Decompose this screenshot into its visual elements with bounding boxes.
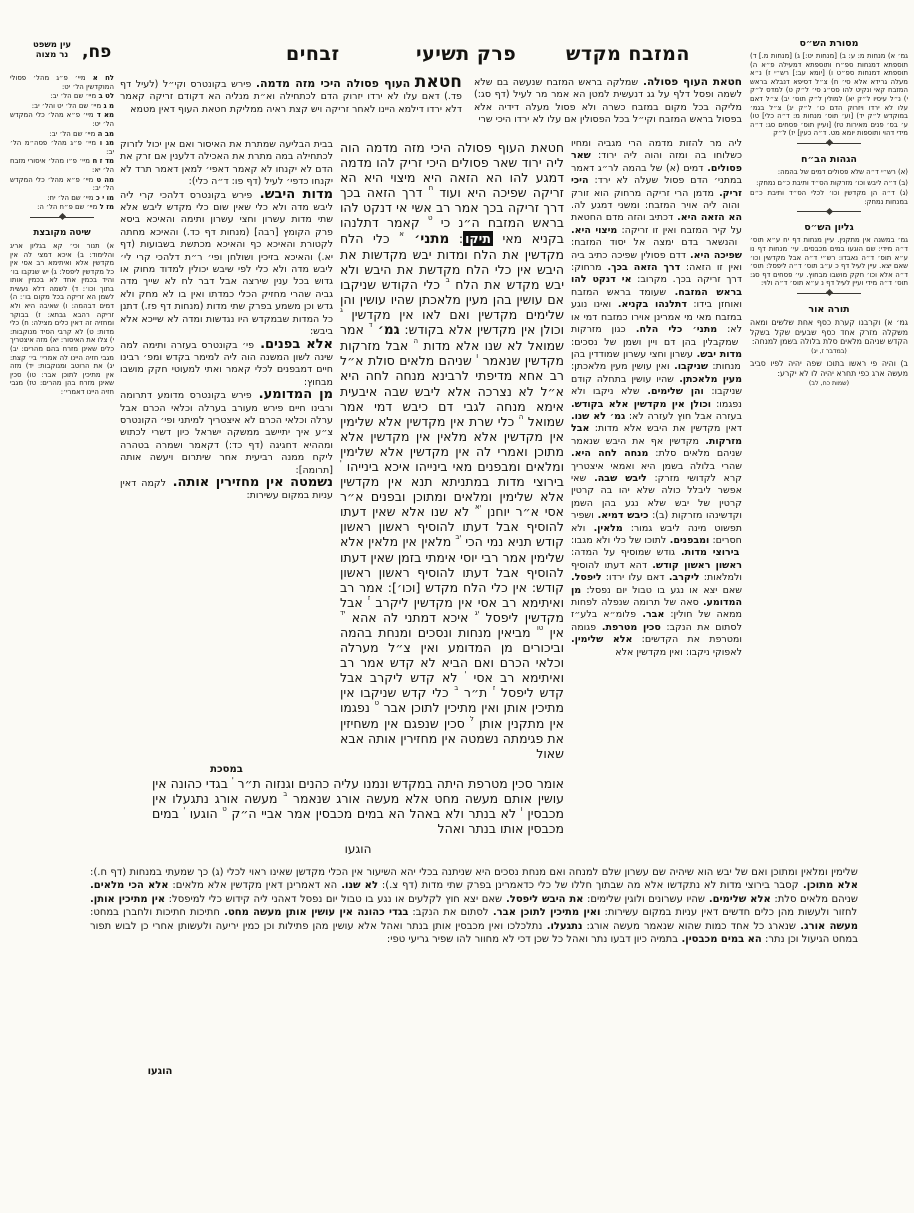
gemara-segment: אמר שמואל לא שנו אלא מדות	[340, 322, 564, 354]
rashi-section	[387, 934, 762, 945]
tosafot-section-text: פי׳ בקונטרס בעזרה ותימה למה שינה לשון המשנה הוה ליה למימר בקדש ומפ׳ רבינו חיים דמבפנים לכלי קאמר ואתי למעוטי חקק מושבו מבחוץ:	[120, 339, 333, 388]
ein-mishpat-entry-number: מד ז ח	[92, 157, 114, 166]
ein-mishpat-header-line1: עין משפט	[32, 40, 71, 50]
rashi-section-text: דמים (א) של בהמה לר״ג דאמר במתני׳ הדם פסול שעלה לא ירד:	[571, 162, 742, 187]
rashi-section	[571, 138, 742, 161]
ein-mishpat-entry-text: מיי׳ שם פ״ח הל׳ ה:	[37, 203, 98, 212]
hagahot-habach-note: (ב) ד״ה ליבש וכו׳ מזרקות הס״ד ותיבת כ״ם נמחק:	[756, 178, 908, 187]
rashi-section-dibur: הא במים מכבסין.	[681, 934, 762, 946]
gemara-segment: מתני׳	[403, 230, 450, 247]
ein-mishpat-entry	[10, 203, 114, 212]
ein-mishpat-entry-number: מא ד	[96, 111, 115, 120]
rashi-section	[583, 894, 770, 905]
rashi-section	[571, 547, 739, 558]
rashi-catchword: הוגעו	[147, 1066, 173, 1077]
rashi-section-dibur: אלא מתוכן.	[802, 880, 858, 892]
gemara-column	[340, 140, 564, 774]
gemara-segment: י	[340, 457, 342, 466]
rashi-section-dibur: בירוצי מדות.	[681, 547, 740, 559]
ein-mishpat-entries	[10, 74, 114, 212]
rashi-section-text: ושפיר תפשוט מינה ליבש גמור:	[571, 510, 742, 534]
gemara-segment: ט	[374, 699, 380, 708]
chapter-title: המזבח מקדש	[566, 43, 690, 65]
gemara-segment: לא שנו אלא שאין דעתו להוסיף אבל דעתו להוסיף ראשון ראשון קודש תניא נמי הכי	[340, 504, 564, 550]
tosafot-section-dibur: מדות היבש.	[259, 186, 333, 202]
gemara-segment: ח	[428, 184, 434, 193]
rashi-opening	[474, 76, 742, 137]
rashi-section-dibur: את היבש ליפסל.	[505, 893, 584, 905]
gemara-segment: ג	[340, 306, 343, 315]
ein-mishpat-entry-number: לט ב	[98, 92, 114, 101]
divider-ornament	[797, 211, 861, 218]
gemara-segment: ט	[222, 805, 227, 814]
tosafot-opening	[120, 76, 462, 137]
rashi-section-dibur: אבל מזרקות.	[571, 423, 742, 447]
tosafot-opening-word: חטאת	[414, 76, 462, 92]
tosafot-section	[120, 474, 333, 503]
rashi-section-text: דהא דעתו להוסיף ולמלאות:	[571, 559, 742, 584]
ein-mishpat-entry-number: מב ה	[97, 129, 114, 138]
rashi-section-text: שאי אפשר ליבלל כולה שלא יהו בה קרטין קרטין של יבש שלא נגע בהן השמן וקדשינהו מזרקות (ב):	[571, 472, 742, 522]
rashi-section-dibur: מנחה לחה היא.	[571, 448, 649, 460]
rashi-section-text: בעזרה אבל חוץ לעזרה לא:	[628, 410, 742, 422]
rashi-section	[90, 907, 408, 918]
rashi-section-text: שהיו עשרונים ולוגין שלימים:	[587, 893, 705, 905]
torah-or-verse-text: ב) והיה פי ראשו בתוכו שפה יהיה לפיו סביב מעשה ארג כפי תחרא יהיה לו לא יקרע:	[750, 359, 908, 379]
rashi-section-dibur: גמ׳ לא שנו.	[571, 410, 626, 422]
gemara-segment: ב	[283, 790, 288, 799]
torah-or-verse	[750, 359, 908, 387]
rashi-section-text: מקדשין אף את היבש שנאמר שניהם מלאים סלת:	[571, 435, 742, 460]
tosafot-section	[120, 389, 333, 477]
rashi-section-dibur: היכי זריק.	[571, 175, 742, 199]
rashi-section-text: פגומה ומטרפת את הקדשים:	[571, 621, 742, 646]
perek-title: פרק תשיעי	[416, 43, 517, 65]
tosafot-section-dibur: אלא בפנים.	[260, 336, 333, 352]
ein-mishpat-entry-number: מה ט	[96, 175, 114, 184]
rashi-section-dibur: כיבש דמיא.	[597, 510, 649, 522]
hagahot-habach-title: הגהות הב״ח	[801, 153, 857, 165]
rashi-section-dibur: ואין מתיכין לתוכן אבר.	[492, 907, 601, 919]
gemara-segment: שניהם מלאים סולת א״ל רב אחא מדיפתי לרבינא מנחה לחה היא א״ל לא נצרכה אלא ליבש שבה איבעית אימא מנחה לגבי דם כיבש דמי אמר שמואל	[340, 353, 564, 429]
tosafot-section-dibur: מן המדומע.	[258, 387, 333, 403]
gemara-segment: גמ׳	[372, 322, 400, 339]
ein-mishpat-entry-number: מו י כ	[95, 193, 114, 202]
rashi-section-text: שנארג כל אחד כמות שהוא שנאמר מעשה אורג:	[586, 920, 796, 932]
rashi-section-dibur: מדות יבש.	[696, 348, 742, 360]
gemara-segment: ב	[445, 275, 450, 284]
shitah-mekubetzet-text: א) תנור וכי׳ קא בגליון אריג והלימוד: ב) איכא דמצי לה אין מקדשין אלא ואיתימא רב אסי אין כל מקדשין ליפסל: ג) יש שנקבו בו׳ והיד בכמין אחד לא בכמין אותו בתוך וכו׳: ד) לשמה דלא נעשית לשמן הא זריקה בכל מקום בו׳: ה) דמים דבהמה: ו) שאיבה היא ולא זריקה רהבא גבתא: ז) בבוקר ומחזיה זה דאין כלים מצילה: ח) כלי מדות: ט) לא קרבי הסיד מנוקבות: י) צלו את האיסור: יא) מזה איצטריך כלים שאינן מזרח בהם מהרים: יב) מגבי חזיה היינו לה אמרי׳ בי׳ קצת: יג) את הרוטב ומנוקבות: יד) מזה אין מתיכין לתוכן אבר: טו) סכין שאינן מזרח בהן מהרים: טז) מגבי חזיה היינו דאמרי׳:	[10, 241, 114, 396]
ein-mishpat-header	[24, 40, 80, 60]
gemara-segment: קאמר דתלנהו בקניא מאי	[340, 215, 564, 246]
rashi-opening-text: שמלקה בראש המזבח שנעשה בם שלא לשמה ופסל דלף על גג דנעשית למטן הא אמר מר לעיל (דף סג:) מליקה בכל מקום במזבח כשרה ולא פסול מעלה דידיה אלא בפסול בראש המזבח וקי״ל בכל הפסולין אם עלו לא ירדו היכי שרי	[474, 77, 742, 126]
gemara-segment: מלאין אין מלאין אלא שלימין אמר רבי יוסי אימתי בזמן שאין דעתו להוסיף אבל דעתו להוסיף ראשון ראשון קודש: אין כלי הלח מקדש [וכו׳]: אמר רב ואיתימא רב אסי אין מקדשין ליקרב	[340, 534, 564, 610]
ein-mishpat-entry-text: מיי׳ שם הל׳ יח:	[47, 193, 94, 202]
hagahot-habach-note: (א) רש״י ד״ה שלא פסולים דמים של בהמה:	[777, 167, 908, 176]
torah-or-verse	[750, 318, 908, 355]
gemara-catchword: הוגעו	[344, 842, 372, 856]
rashi-section-text: חתיכות חתיכות ולחברן במחט:	[90, 907, 220, 919]
rashi-section-text: והנשאר בדם ימצה אל יסוד המזבח:	[571, 237, 738, 249]
divider-ornament	[797, 293, 861, 300]
rashi-section-text: לחזור ולעשות מהן כלים חדשים דאין עניות במקום עשירות:	[604, 907, 858, 919]
rashi-section	[165, 894, 583, 905]
rashi-section-dibur: ומבפנים.	[669, 535, 710, 546]
gemara-segment: ז	[492, 684, 496, 693]
gemara-segment: ו	[476, 352, 479, 361]
rashi-section-text: דדם פסולין שפיכה כתיב ביה ואין זו הזאה:	[571, 249, 742, 274]
gemara-segment: אומר סכין מטרפת היתה במקדש ונמנו עליה כהנים וגנזוה ת״ר	[233, 776, 564, 791]
ein-mishpat-entry-number: מז ל	[99, 203, 114, 212]
gemara-segment: בגדי כהונה אין עושין אותם מעשה מחט אלא מעשה אורג שנאמר	[152, 776, 564, 807]
tosafot-section-text: לקמה דאין עניות במקום עשירות:	[120, 477, 333, 502]
rashi-section-dibur: שפיכה היא.	[690, 249, 742, 261]
masoret-hashas-title: מסורת הש״ס	[799, 38, 859, 49]
gemara-segment: יב	[455, 533, 462, 542]
rashi-section-dibur: ראשון ראשון קודש.	[652, 559, 742, 571]
gemara-segment: ז	[367, 593, 371, 602]
rashi-section-dibur: והן שלימים.	[647, 386, 704, 398]
gemara-segment: לא בנתר ולא באהל הא במים מכבסין אמר אביי ה״ק	[226, 806, 521, 822]
gemara-segment: כלי שרת אין מקדשין אלא שלימין אין מקדשין אלא מלאין אין מקדשין אלא מתוכן ואמרי לה אין מקדשין אלא שלימין ומלאים ומבפנים מאי בינייהו איכא בינייהו	[340, 413, 564, 474]
tosafot-section-text: פירש בקונטרס מדומע דתרומה ורבינו חיים פירש מעורב בערלה וכלאי הכרם אבל ערלה וכלאי הכרם לא איצטריך למיתני ופי׳ הקונטרס צ״ע איך יתיישב ממשקה ישראל כיון דשרי לכתוש ומההיא דחגיגה (דף כד:) דקאמר ושמרה בטהרה ליקח ממנה רביעית אחר שיתרום ויעשה אותה [תרומה]:	[120, 390, 333, 476]
rashi-section-text: שהיו עושין בתחלה קודם שניקבו:	[571, 373, 742, 398]
rashi-section-text: דאם עלו ירדו:	[605, 572, 665, 584]
ein-mishpat-entry-text: מיי׳ פ״א מהל׳ כלי המקדש הל׳ יט:	[10, 111, 114, 128]
rashi-section-dibur: מתני׳ כלי הלח.	[635, 324, 718, 336]
rashi-section-text: הא דאמרינן דאין מקדשין אלא מלאים:	[172, 880, 338, 892]
gemara-segment: וכולן אין מקדשין אלא בקודש:	[399, 322, 564, 338]
gemara-segment: ת״ר	[458, 685, 493, 701]
rashi-section	[378, 880, 858, 891]
rashi-section	[571, 361, 708, 372]
tosafot-section	[120, 138, 333, 189]
shitah-mekubetzet-title: שיטה מקובצת	[33, 227, 91, 238]
ein-mishpat-entry	[10, 111, 114, 128]
gemara-segment: יא	[474, 503, 482, 512]
tosafot-column	[120, 138, 333, 760]
rashi-section-dibur: שאר פסולים.	[571, 150, 742, 174]
rashi-section-text: שלימין ומלאין ומתוכן ואם של יבש הוא שיהיה שם עשרון שלם למנחה ואם מנחת נסכים היא שניתנה בכלי יהא השיעור אין הכלי מקדשן שאינו ראוי לכלי (ג) כך שמעתי במנחות (דף ח.):	[90, 867, 858, 878]
tosafot-opening-text: פירש בקונטרס וקי״ל (לעיל דף פד.) דאם עלו לא ירדו יזרוק הדם לכתחילה וא״ת מנליה הא דקודם זריקה קאמר דלא ירדו דילמא היינו לאחר זריקה ויש קצת ראיה ממליקת חטאת העוף דאין מטמא	[120, 79, 462, 115]
ein-mishpat-entry	[10, 74, 114, 91]
rashi-section-dibur: הא הזאה היא.	[677, 212, 742, 224]
gemara-segment: לא קדש ליקרב אבל קדש ליפסל	[340, 670, 564, 701]
hagahot-habach-note: (ג) ד״ה הן מקדשין וכו׳ לכלי הס״ד ותיבת כ״ם במנחות נמחק:	[750, 189, 908, 206]
gilyon-hashas-text: גמ׳ במשנה אין מתקנין. עיין מנחות דף יח ע״א תוס׳ ד״ה מידי: שם הוגעו במים מכבסים. עי׳ מנחות דף נו ע״א תוס׳ ד״ה נאבדו: רש״י ד״ה אבל מקדשין וכו׳ שאם יצא. עיין לעיל דף כ ע״ב תוס׳ ד״ה ליפסל: תוס׳ ד״ה אלא וכו׳ חקק מושבו מבחוץ. עי׳ פסחים דף סג: תוס׳ ד״ה מידי ועיין לעיל דף נ ע״א תוס׳ ד״ה ולוי:	[750, 236, 908, 288]
rashi-section-dibur: אבר.	[642, 609, 665, 621]
ein-mishpat-entry-number: מג ו	[99, 139, 114, 148]
tosafot-catchword: במסכת	[210, 764, 243, 775]
rashi-section-text: שעומד בראש המזבח ואוחזן בידו:	[571, 286, 742, 311]
rashi-section-text: בתמיה כיון דבעו נתר ואהל כל שכן דכי לא מחוור להו שפיר גריעי טפי:	[386, 934, 678, 946]
divider-ornament	[30, 217, 94, 224]
gemara-segment: דרך הזאה בכך דרך זריקה בכך אמר רב אשי אי דנקט להו בראש המזבח ה״נ כי	[340, 185, 564, 231]
ein-mishpat-entry	[10, 157, 114, 174]
gemara-segment: הוגעו	[185, 806, 223, 822]
rashi-section-dibur: מן המדומע.	[571, 584, 742, 609]
rashi-section-text: ליה מר להזות מדמה הרי מגביה ומחיו כשלוחו בה ומזה והוה ליה ירוד:	[571, 138, 742, 162]
ein-mishpat-entry	[10, 194, 114, 203]
rashi-section-text: ואין עושין מעין מלאכתן:	[571, 361, 670, 373]
rashi-section-text: גודש שמוסיף על המדה:	[571, 547, 676, 559]
gilyon-hashas-title: גליון הש״ס	[804, 222, 854, 234]
gemara-wide-block	[152, 776, 564, 838]
rashi-section-dibur: נתגעלו.	[546, 920, 583, 932]
tosafot-section-dibur: נשמטה אין מחזירין אותה.	[172, 474, 333, 490]
rashi-section	[571, 324, 738, 347]
rashi-section-text: דכתיב והזה מדם החטאת על קיר המזבח ואין זו זריקה:	[571, 212, 742, 236]
rashi-section-text: דאין מקדשין את היבש אלא מדות:	[594, 423, 742, 435]
rashi-section	[90, 867, 858, 878]
ein-mishpat-entry-number: מ ג	[103, 101, 114, 110]
ein-mishpat-entry-text: מיי׳ פ״ו מהל׳ איסורי מזבח הל׳ יא:	[10, 157, 114, 174]
gemara-segment: מביאין מנחות ונסכים ומנחת בהמה וביכורים מן המדומע ואין צ״ל מערלה וכלאי הכרם ואם הביא לא קדש אמר רב ואיתימא רב אסי	[340, 625, 564, 686]
tosafot-section	[120, 186, 333, 339]
rashi-section-dibur: אלא שלימים.	[708, 893, 771, 905]
gemara-segment: י	[231, 776, 234, 783]
gemara-segment: ל	[469, 714, 474, 723]
gemara-segment: במים מכבסין אותו בנתר ואהל	[152, 806, 564, 837]
tosafot-section-text: פירש בקונטרס דלהכי קרי ליה ליבש מדה ולא כלי שאין שום כלי מקדש ליבש אלא שתי מדות עשרון וחצי עשרון ותימה והאיכא ביסא פרק הקומץ [רבה] (מנחות דף כד.) והאיכא מחתה לקטורת והאיכא כף והאיכא מכתשת בשבועות (דף יא.) והאיכא בזיכין ושולחן ופי׳ ר״ת דלהכי קרי לי׳ ליבש מדה ולא כלי לפי שיבש יכולין למדוד מחוק או גדוש בכל ענין שירצה אבל דבר לח לא שייך מדה גביה שהרי מחזיק הכלי כמדתו ואין בו לא מחק ולא גדש וכן משמע בפרק שתי מדות (מנחות דף פז.) דתנן כל המדות שבמקדש היו נגדשות ומדה לא שייכא אלא ביבש:	[120, 189, 333, 338]
rashi-section-dibur: דרך הזאה בכך.	[607, 262, 681, 274]
ein-mishpat-entry	[10, 139, 114, 156]
rashi-section-dibur: לא שנו.	[341, 880, 379, 892]
rashi-section-dibur: ליפסל.	[571, 572, 602, 584]
gemara-segment: חטאת העוף פסולה היכי מזה מדמה הוה ליה ירוד שאר פסולים היכי זריק להו מדמה דמגע להו הא הזאה היא מיצוי היא הא זריקה שפיכה היא ועוד	[340, 140, 564, 201]
rashi-section-dibur: מעין מלאכתן.	[679, 373, 742, 385]
torah-or-verse-source: (במדבר ז, יג)	[811, 348, 847, 356]
rashi-section	[408, 907, 600, 918]
gemara-segment: תיקו	[465, 230, 491, 246]
gemara-segment: י	[464, 669, 467, 678]
rashi-section-dibur: סכין מטרפת.	[601, 621, 661, 633]
rashi-section-text: שלא ניקבו ולא נפגמו:	[571, 386, 742, 410]
rashi-section-dibur: מעשה אורג.	[800, 920, 858, 932]
masoret-hashas-refs: גמ׳ א) מנחות מ: ע: ב) [מנחות יט:] ג) [מנחות מ.] ד) תוספתא דמנחות ספ״ח ותוספתא דמעילה פ״א ה) תוספתא דמנחות ספ״ט ו) [יומא עב:] רש״י ז) נ״א מעלה גרידא אלא סי׳ ח) צ״ל דסיפא דנבלא בראש המזבח קאי ונקיט להו סס״ג סי׳ ל״ק ט) למדס ל״ק י) נ״ל עיסיו ל״ק יא) למולין ל״ק תוס׳ יב) צ״ל דאם עלו לא ירדו ויזרוק הדם כו׳ ל״ק יג) צ״ל בגמ׳ במוקדש ל״ק יד) [וע׳ תוס׳ מנחות מ: ד״ה כלי] טו) ע׳ בס׳ פנים מאירות טז) [ועיין תוס׳ פסחים סג: ד״ה מידי דהוי ותוספות יומא מט. ד״ה כעין] יז) ל״ק	[750, 52, 908, 138]
hagahot-habach-notes	[750, 168, 908, 206]
rashi-section-text: ואינו נוגע במזבח מאי מי אמרינן אוירו כמזבח דמי או לא:	[571, 299, 742, 336]
tosafot-opening-dibur: העוף פסולה היכי מזה מדמה.	[255, 77, 411, 90]
ein-mishpat-entry-text: מיי׳ פ״ג מהל׳ פסולי המוקדשין הל׳ יט:	[10, 74, 114, 91]
gemara-segment: ו	[520, 805, 523, 814]
rashi-section-text: סאה של תרומה שנפלה לפחות ממאה של חולין:	[571, 597, 742, 621]
rashi-section-text: עשרון וחצי עשרון שמודדין בהן מנחות:	[571, 348, 741, 373]
rashi-section-text: מדמן הרי זריקה מרחוק הוא זורק והוה ליה אויר המזבח: ומשני דמגע לה.	[571, 187, 740, 212]
rashi-section-dibur: דתלנהו בקניא.	[617, 299, 687, 311]
gemara-segment: אבל מזרקות מקדשין שנאמר	[340, 338, 564, 369]
gemara-segment: ב	[454, 684, 459, 693]
gemara-segment: ד	[368, 321, 373, 330]
rashi-section-text: פלומ״א בלע״ז לסתום את הנקב:	[571, 609, 742, 633]
rashi-opening-dibur: חטאת העוף פסולה.	[642, 76, 742, 88]
rashi-section-text: כגון מזרקות שמקבלין בהן דם ויין ושמן של נסכים:	[571, 324, 739, 348]
gemara-segment: סכין שנפגם אין משחיזין את פגימתה נשמטה אין מחזירין אותה אבא שאול	[340, 715, 564, 761]
rashi-section-text: מרחוק: דרך זריקה בכך. מקרוב:	[571, 262, 742, 286]
masechet-title: זבחים	[286, 43, 340, 65]
rashi-section-dibur: וכולן אין מקדשין אלא בקודש.	[571, 398, 712, 410]
gemara-segment: כלי הלח מקדשין את הלח ומדות יבש מקדשות את היבש אין כלי הלח מקדשת את היבש ולא יבש מקדש את הלח	[340, 230, 564, 292]
gemara-segment: כלי הקודש שניקבו אם עושין בהן מעין מלאכתן שהיו עושין והן שלימים מקדשין ואם לאו אין מקדשין	[340, 276, 564, 323]
rashi-section-text: לסתום את הנקב:	[412, 907, 489, 919]
ein-mishpat-entry-text: מיי׳ שם הל׳ יב:	[50, 92, 97, 101]
gemara-segment: כלי קדש שניקבו אין מתיכין אותן ואין מתיכין לתוכן אבר	[340, 685, 564, 716]
gemara-segment: אין	[543, 625, 564, 640]
gemara-segment: :	[449, 230, 464, 246]
rashi-section-dibur: אי דנקט להו בראש המזבח.	[571, 274, 742, 298]
left-margin-column	[10, 74, 114, 397]
gemara-segment: ה	[518, 412, 524, 421]
ein-mishpat-entry	[10, 130, 114, 139]
gemara-segment: יד	[340, 608, 346, 617]
rashi-section-dibur: אלא הכי מלאים.	[90, 880, 169, 892]
gemara-segment: נפגמו אין מתקנין אותן	[340, 700, 564, 731]
gemara-segment: י	[183, 805, 186, 814]
gemara-segment: מעשה אורג נתגעלו אין מכבסין	[152, 791, 564, 822]
gemara-segment: אבל מקדשין ליפסל	[340, 594, 564, 625]
rashi-section-dibur: מיצוי היא.	[571, 224, 618, 236]
rashi-section-dibur: אין מתיכין אותן.	[90, 893, 166, 905]
gemara-segment: ה	[413, 337, 419, 346]
ein-mishpat-entry	[10, 102, 114, 111]
rashi-section-text: לתוכו של כלי ולא מגבו:	[571, 535, 667, 546]
rashi-section	[571, 535, 709, 546]
ein-mishpat-entry-text: מיי׳ שם הל׳ יט והל׳ יב:	[31, 101, 102, 110]
ein-mishpat-entry	[10, 176, 114, 193]
tosafot-section-text: בבית הבליעה שמתרת את האיסור ואם אין יכול לזרוק לכתחילה במה מתרת את האכילה דלענין אם זרק את הדם לא יקנחו לא קאמר דאפי׳ למאן דאמר תרד לא יקנחו כדפי׳ לעיל (דף פו: ד״ה כלי):	[120, 139, 333, 188]
torah-or-title: תורה אור	[808, 303, 850, 315]
ein-mishpat-entry-text: מיי׳ שם הל׳ יב:	[49, 129, 96, 138]
gemara-segment: ט	[427, 214, 433, 223]
ein-mishpat-entry	[10, 92, 114, 101]
rashi-section-dibur: מלאין.	[593, 522, 623, 534]
ein-mishpat-entry-text: מיי׳ פ״א מהל׳ כלי המקדש הל׳ יב:	[10, 175, 114, 193]
rashi-section-dibur: בגדי כהונה אין עושין אותן מעשה מחט.	[224, 907, 409, 919]
rashi-section-dibur: ליקרב.	[668, 572, 700, 584]
tosafot-section	[120, 336, 333, 390]
rashi-section	[582, 921, 858, 932]
rashi-section-text: לאפוקי ניקבו: ואין מקדשין אלא	[615, 646, 742, 658]
rashi-section	[169, 880, 378, 891]
divider-ornament	[797, 143, 861, 150]
gemara-segment: א	[399, 229, 404, 238]
rashi-section-dibur: ליבש שבה.	[594, 472, 647, 484]
rashi-section	[602, 572, 700, 583]
rashi-section-text: שהרי בלולה בשמן היא ואמאי איצטריך קרא לקדושי מזרק:	[571, 460, 742, 484]
rashi-section-dibur: שניקבו.	[674, 361, 709, 373]
ein-mishpat-entry-text: מיי׳ פ״ג מהל׳ פסה״מ הל׳ יב:	[10, 139, 114, 156]
rashi-section-dibur: אלא שלימין.	[571, 634, 633, 646]
gemara-segment: יג	[474, 608, 480, 617]
rashi-section-text: קסבר בירוצי מדות לא נתקדשו אלא מה שבתוך חללו של כלי כדאמרינן בפרק שתי מדות (דף צ.):	[381, 880, 799, 892]
gemara-segment: איכא דמתני לה אהא	[345, 609, 475, 625]
torah-or-verse-text: גמ׳ א) וקרבנו קערת כסף אחת שלשים ומאה משקלה מזרק אחד כסף שבעים שקל בשקל הקדש שניהם מלאים סלת בלולה בשמן למנחה:	[750, 317, 908, 347]
rashi-section-text: שניהם מלאים סלת:	[774, 893, 858, 905]
rashi-column	[571, 138, 742, 860]
ein-mishpat-entry-number: לח א	[92, 74, 114, 82]
gemara-segment: בירוצי מדות במתניתא תנא אין מקדשין אלא שלימין ומלאים ומתוכן ובפנים א״ר אסי א״ר יוחנן	[340, 474, 564, 520]
rashi-section-text: שאם יצא חוץ לקלעים או נגע בו טבול יום נפסל דאהני ליה קידוש כלי למיפסל:	[168, 893, 503, 905]
rashi-section-text: נתלכלכו ואין מכבסין אותן בנתר ואהל אלא עושין מהן פתילות וכן כמין יריעה ולעשותן אחרי כן לבוש תפור במחט הגיעול וכן נתר:	[90, 920, 858, 946]
rashi-section-text: ולא חסרים:	[571, 522, 742, 546]
torah-or-verse-source: (שמות כח, לב)	[808, 379, 850, 387]
rashi-section-text: שאם יצא או נגע בו טבול יום נפסל:	[586, 584, 742, 596]
torah-or-verses	[750, 318, 908, 387]
right-margin-column	[750, 36, 908, 391]
ein-mishpat-header-line2: נר מצוה	[35, 50, 69, 60]
rashi-bottom-block	[90, 866, 858, 1098]
daf-number: פח,	[82, 42, 112, 62]
gemara-segment: טו	[536, 624, 544, 632]
